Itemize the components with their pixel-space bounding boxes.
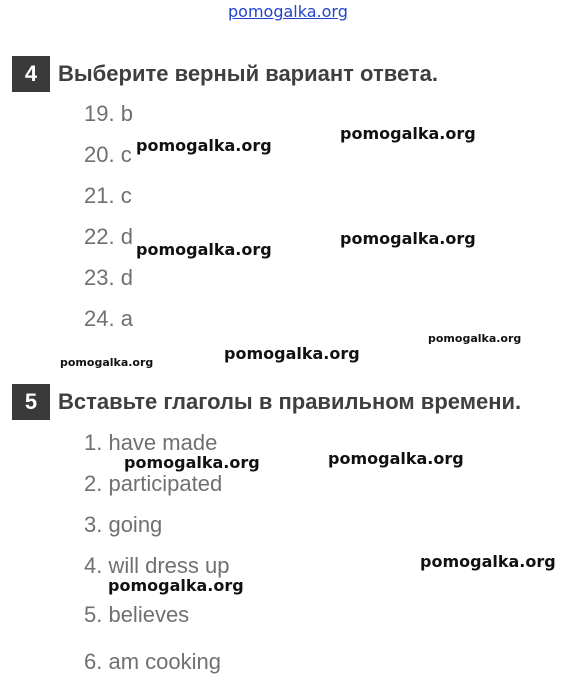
watermark: pomogalka.org <box>328 449 464 468</box>
watermark: pomogalka.org <box>108 576 244 595</box>
watermark: pomogalka.org <box>340 229 476 248</box>
task-4-title: Выберите верный вариант ответа. <box>58 61 439 86</box>
task-5-number: 5 <box>12 384 50 420</box>
task-4-answer-19: 19. b <box>84 101 133 126</box>
task-5-answer-4: 4. will dress up <box>84 553 230 578</box>
task-5-answer-1: 1. have made <box>84 430 218 455</box>
watermark-top[interactable]: pomogalka.org <box>228 2 348 21</box>
task-4-answer-20: 20. c <box>84 142 132 167</box>
watermark: pomogalka.org <box>340 124 476 143</box>
task-4-answer-24: 24. a <box>84 306 133 331</box>
task-5-answer-5: 5. believes <box>84 602 190 627</box>
task-4-answer-22: 22. d <box>84 224 133 249</box>
task-5-answer-6: 6. am cooking <box>84 649 221 674</box>
task-5-title: Вставьте глаголы в правильном времени. <box>58 389 522 414</box>
task-4-number: 4 <box>12 56 50 92</box>
watermark: pomogalka.org <box>224 344 360 363</box>
watermark: pomogalka.org <box>136 136 272 155</box>
task-4-answer-21: 21. c <box>84 183 132 208</box>
task-5-answer-3: 3. going <box>84 512 163 537</box>
task-5-answer-2: 2. participated <box>84 471 223 496</box>
watermark: pomogalka.org <box>124 453 260 472</box>
task-4-answer-23: 23. d <box>84 265 133 290</box>
watermark: pomogalka.org <box>136 240 272 259</box>
watermark: pomogalka.org <box>60 356 154 369</box>
watermark: pomogalka.org <box>420 552 556 571</box>
watermark: pomogalka.org <box>428 332 522 345</box>
